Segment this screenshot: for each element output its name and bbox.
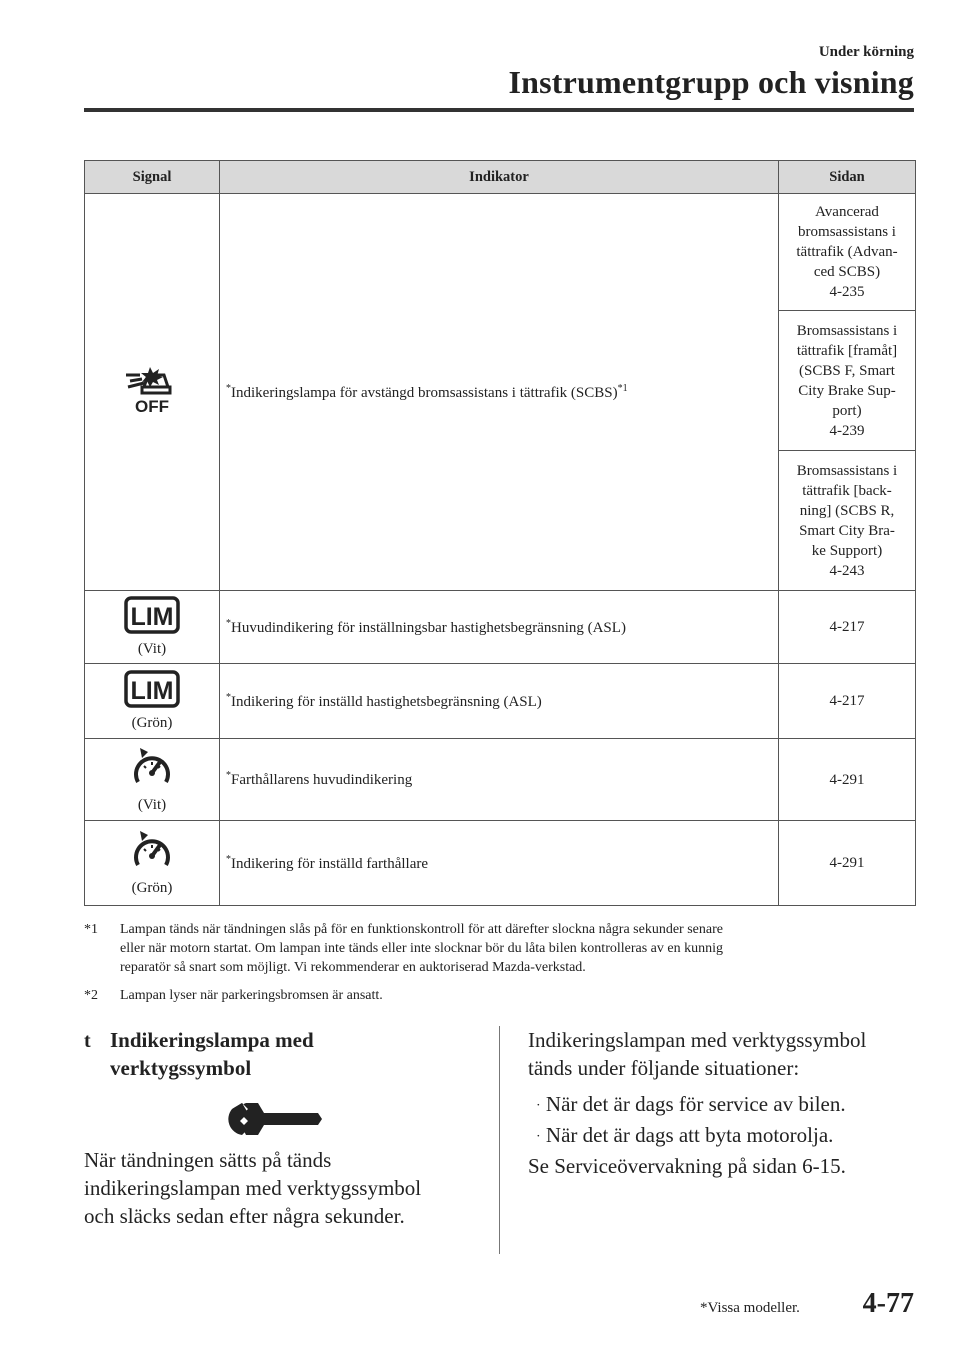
indicator-cell <box>220 664 779 739</box>
lim-icon <box>124 670 180 708</box>
page-line: Avancerad <box>815 204 879 220</box>
indicator-text: Indikeringslampa för avstängd bromsassistans i tättrafik (SCBS) <box>231 384 618 401</box>
page-line: 4-235 <box>829 284 865 300</box>
indicator-text: Huvudindikering för inställningsbar hastighetsbegränsning (ASL) <box>231 619 626 636</box>
page-cell <box>779 451 916 591</box>
page-line: (SCBS F, Smart <box>799 362 895 379</box>
footnote-1 <box>84 920 914 977</box>
table-row <box>85 664 916 739</box>
paragraph-line: När tändningen sätts på tänds <box>84 1148 332 1172</box>
indicator-cell <box>220 591 779 664</box>
section-marker: t <box>84 1030 91 1052</box>
bullet-text: När det är dags att byta motorolja. <box>545 1122 834 1147</box>
svg-text:OFF: OFF <box>135 396 169 415</box>
scbs-signal-cell <box>85 194 220 591</box>
indicator-cell <box>220 739 779 821</box>
indicator-text: Indikering för inställd farthållare <box>231 855 429 872</box>
table-row <box>85 591 916 664</box>
icon-caption: (Vit) <box>137 641 167 657</box>
icon-caption: (Grön) <box>131 880 173 896</box>
scbs-off-icon <box>122 365 182 415</box>
header-rule <box>84 108 914 112</box>
signal-cell <box>85 821 220 906</box>
table-row <box>85 194 916 311</box>
page-cell: 4-217 <box>779 664 916 739</box>
cruise-control-icon <box>130 829 174 873</box>
asterisk: * <box>226 617 231 629</box>
section-title-line: Indikeringslampa med <box>110 1028 314 1052</box>
page-line: tättrafik (Advan- <box>796 244 898 260</box>
footnote-line: Lampan tänds när tändningen slås på för en funktionskontroll för att därefter slockna några sekunder senare <box>120 922 723 937</box>
col-signal: Signal <box>85 161 220 194</box>
indicator-cell <box>220 821 779 906</box>
lim-icon <box>124 596 180 634</box>
list-item: · När det är dags att byta motorolja. <box>536 1122 834 1147</box>
cross-reference: Se Serviceövervakning på sidan 6-15. <box>528 1154 846 1178</box>
page-line: Bromsassistans i <box>796 322 898 339</box>
icon-caption: (Grön) <box>131 715 173 731</box>
footer-note: *Vissa modeller. <box>700 1300 800 1316</box>
wrench-icon <box>228 1095 324 1143</box>
page-title: Instrumentgrupp och visning <box>508 64 914 100</box>
bullet-list <box>536 1090 846 1151</box>
icon-caption: (Vit) <box>137 796 167 813</box>
paragraph-line: Indikeringslampan med verktygssymbol <box>528 1028 867 1052</box>
footnote-line: eller när motorn startat. Om lampan inte tänds eller inte slocknar bör du låta bilen kontrolleras av en kunnig <box>120 941 723 956</box>
page-line: ced SCBS) <box>813 264 881 280</box>
page-line: tättrafik [framåt] <box>796 342 898 359</box>
section-title <box>110 1026 480 1082</box>
indicator-text: Indikering för inställd hastighetsbegränsning (ASL) <box>231 693 542 710</box>
right-intro <box>528 1026 918 1082</box>
footnote-line: Lampan lyser när parkeringsbromsen är ansatt. <box>120 988 383 1003</box>
footnote-2 <box>84 986 914 1005</box>
asterisk: * <box>226 853 231 865</box>
list-item: · När det är dags för service av bilen. <box>536 1092 846 1116</box>
page-line: 4-239 <box>829 422 865 439</box>
page-line: City Brake Sup- <box>798 382 896 399</box>
page-number: 4-77 <box>862 1288 914 1319</box>
page-line: tättrafik [back- <box>802 482 892 499</box>
paragraph-line: och släcks sedan efter några sekunder. <box>84 1204 405 1228</box>
page-line: bromsassistans i <box>798 224 896 240</box>
page-line: Bromsassistans i <box>796 462 898 479</box>
page-line: ning] (SCBS R, <box>799 502 895 519</box>
footnote-line: reparatör så snart som möjligt. Vi rekommenderar en auktoriserad Mazda-verkstad. <box>120 960 586 975</box>
page-cell <box>779 311 916 451</box>
signal-cell <box>85 591 220 664</box>
page-cell: 4-291 <box>779 821 916 906</box>
table-row <box>85 739 916 821</box>
page-line: ke Support) <box>811 542 883 559</box>
left-paragraph <box>84 1146 484 1230</box>
page-cell <box>779 194 916 311</box>
column-divider <box>499 1026 500 1254</box>
svg-text:LIM: LIM <box>130 603 174 631</box>
page-cell: 4-217 <box>779 591 916 664</box>
footnote-num: *1 <box>84 922 98 937</box>
cruise-control-icon <box>130 746 174 790</box>
page-cell: 4-291 <box>779 739 916 821</box>
asterisk: * <box>226 770 231 781</box>
asterisk: * <box>226 691 231 703</box>
page-line: Smart City Bra- <box>799 522 895 539</box>
paragraph-line: indikeringslampan med verktygssymbol <box>84 1176 422 1200</box>
footnote-num: *2 <box>84 988 98 1003</box>
indicator-text: Farthållarens huvudindikering <box>231 772 413 788</box>
header-section: Under körning <box>818 44 914 60</box>
section-title-line: verktygssymbol <box>110 1056 252 1080</box>
table-row <box>85 821 916 906</box>
signal-table <box>84 160 916 906</box>
signal-cell <box>85 664 220 739</box>
asterisk: * <box>226 382 231 394</box>
bullet-text: När det är dags för service av bilen. <box>545 1092 846 1116</box>
col-sidan: Sidan <box>779 161 916 194</box>
col-indikator: Indikator <box>220 161 779 194</box>
paragraph-line: tänds under följande situationer: <box>528 1056 800 1080</box>
page-line: 4-243 <box>829 562 865 579</box>
table-header <box>85 161 916 194</box>
svg-text:LIM: LIM <box>130 677 174 705</box>
signal-cell <box>85 739 220 821</box>
scbs-indicator-cell <box>220 194 779 591</box>
page-line: port) <box>832 402 862 419</box>
footnote-ref: *1 <box>617 382 628 394</box>
